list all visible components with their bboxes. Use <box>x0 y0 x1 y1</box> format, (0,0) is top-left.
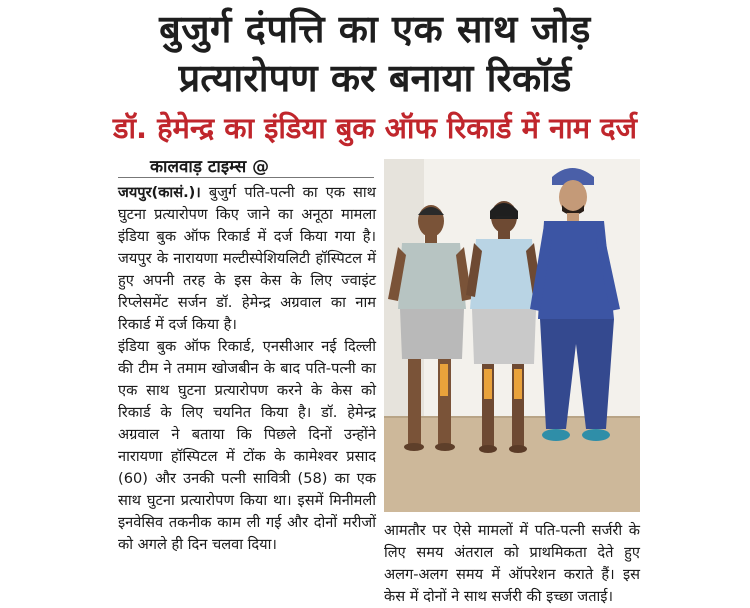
byline-divider <box>118 177 374 178</box>
article-left-column <box>118 182 376 556</box>
headline-line-1: बुजुर्ग दंपत्ति का एक साथ जोड़ <box>159 7 591 51</box>
article-paragraph-2: इंडिया बुक ऑफ रिकार्ड, एनसीआर नई दिल्ली की टीम ने तमाम खोजबीन के बाद पति-पत्नी का एक साथ घुटना प्रत्यारोपण करने के केस को रिकार्ड के लिए चयनित किया है। डॉ. हेमेन्द्र अग्रवाल ने बताया कि पिछले दिनों उन्होंने नारायणा हॉस्पिटल में टोंक के कामेश्वर प्रसाद (60) और उनकी पत्नी सावित्री (58) का एक साथ घुटना प्रत्यारोपण किया था। इसमें मिनीमली इनवेसिव तकनीक काम ली गई और दोनों मरीजों को अगले ही दिन चलवा दिया। <box>118 338 376 553</box>
headline-line-2: प्रत्यारोपण कर बनाया रिकॉर्ड <box>178 56 572 100</box>
dateline: जयपुर(कासं.)। <box>118 184 201 201</box>
article-paragraph-1 <box>118 182 376 336</box>
paragraph-1-text: बुजुर्ग पति-पत्नी का एक साथ घुटना प्रत्यारोपण किए जाने का अनूठा मामला इंडिया बुक ऑफ रिकार्ड में दर्ज किया गया है। जयपुर के नारायणा मल्टीस्पेशियलिटी हॉस्पिटल में हुए अपनी तरह के इस केस के लिए ज्वाइंट रिप्लेसमेंट सर्जन डॉ. हेमेन्द्र अग्रवाल का नाम रिकार्ड में दर्ज किया है। <box>118 184 377 333</box>
article-right-column <box>384 520 640 608</box>
news-photo <box>384 159 640 512</box>
byline: कालवाड़ टाइम्स @ <box>150 157 270 177</box>
subheadline: डॉ. हेमेन्द्र का इंडिया बुक ऑफ रिकार्ड में नाम दर्ज <box>112 111 638 145</box>
article-paragraph-3: आमतौर पर ऐसे मामलों में पति-पत्नी सर्जरी के लिए समय अंतराल को प्राथमिकता देते हुए अलग-अलग समय में ऑपरेशन कराते हैं। इस केस में दोनों ने साथ सर्जरी की इच्छा जताई। <box>384 522 640 605</box>
